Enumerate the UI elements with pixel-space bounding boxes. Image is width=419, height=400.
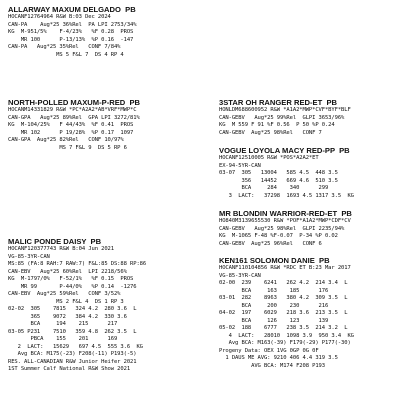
detail-line: Progeny Data: OEX 1VG 0GP 0G 0F: [219, 347, 319, 354]
detail-line: CAN-EBV Aug*25 59%Rel CONF 3/52%: [8, 291, 121, 297]
animal-name: NORTH-POLLED MAXUM-P-RED PB: [8, 98, 141, 107]
detail-line: EX-94-5YR-CAN: [219, 162, 261, 169]
pedigree-entry-vogue: [219, 146, 354, 200]
detail-line: MS:85 (FA:8 RAH:7 RAW:7) F&L:85 DS:88 RP:86: [8, 261, 147, 267]
detail-line: CAN-GEBV Aug*25 98%Rel CONF 7: [219, 129, 322, 136]
detail-line: 02-02 305 7815 324 4.2 280 3.6 L: [8, 306, 137, 312]
detail-line: 03-05 P231 7510 359 4.8 262 3.5 L: [8, 328, 137, 335]
detail-line: Avg BCA: M175(-23) F208(-11) P193(-5): [8, 351, 137, 357]
detail-line: BCA 194 215 217: [8, 321, 118, 327]
pedigree-entry-allarway: [8, 5, 136, 59]
detail-line: VG-85-3YR-CAN: [219, 272, 261, 279]
animal-name: VOGUE LOYOLA MACY RED-PP PB: [219, 146, 350, 155]
detail-line: 3 LACT: 37298 1693 4.5 1317 3.5 KG: [219, 192, 354, 199]
detail-line: CAN-PA Aug*25 35%Rel CONF 7/84%: [8, 44, 121, 50]
detail-line: RES. ALL-CANADIAN R&W Junior Heifer 2021: [8, 358, 137, 365]
pedigree-entry-mr-blondin: [219, 209, 352, 248]
animal-name: 3STAR OH RANGER RED-ET PB: [219, 98, 337, 107]
detail-line: 2 LACT: 15629 697 4.5 555 3.6 KG: [8, 343, 143, 350]
pedigree-entry-ken161: [219, 256, 354, 370]
animal-name: ALLARWAY MAXUM DELGADO PB: [8, 5, 136, 14]
pedigree-entry-3star: [219, 98, 351, 137]
detail-line: VG-85-3YR-CAN: [8, 253, 50, 260]
detail-line: Avg BCA: M163(-39) F179(-29) P177(-30): [219, 340, 351, 346]
detail-line: KG M-1797/0% F-52/1% %F 0.15 PROS: [8, 276, 134, 282]
detail-line: HOCANF12764964 R&W B:03 Dec 2024: [8, 14, 111, 20]
detail-line: BCA 200 230 216: [219, 302, 329, 309]
detail-line: MR 99 P-44/0% %P 0.14 -1276: [8, 283, 137, 290]
detail-line: AVG BCA: M174 F208 P193: [219, 362, 325, 369]
detail-line: 05-02 188 6777 238 3.5 214 3.2 L: [219, 325, 348, 331]
detail-line: 356 14452 669 4.6 510 3.5: [219, 177, 338, 184]
pedigree-entry-north-polled: [8, 98, 140, 152]
detail-line: BCA 163 185 176: [219, 287, 329, 294]
pedigree-entry-malic: [8, 237, 146, 374]
detail-line: MS 5 F&L 7 DS 4 RP 4: [8, 51, 124, 58]
detail-line: CAN-GPA Aug*25 82%Rel CONF 10/97%: [8, 137, 124, 143]
detail-line: 4 LACT: 28010 1098 3.9 950 3.4 KG: [219, 332, 354, 339]
detail-line: HONLDM688600952 R&W *A1A2*MWP*CVF*BYF*BLF: [219, 107, 351, 113]
detail-line: HOCANF12510005 R&W *POS*A2A2*ET: [219, 155, 319, 161]
detail-line: MS 2 F&L 4 DS 1 RP 3: [8, 298, 124, 305]
detail-line: CAN-GPA Aug*25 89%Rel GPA LPI 3272/81%: [8, 114, 140, 121]
detail-line: 1ST Summer Calf National R&W Show 2021: [8, 366, 131, 372]
detail-line: PBCA 155 201 169: [8, 336, 118, 342]
animal-name: MR BLONDIN WARRIOR-RED-ET PB: [219, 209, 352, 218]
detail-line: 04-02 197 6029 218 3.6 213 3.5 L: [219, 310, 348, 316]
detail-line: KG M-1065 F-48 %F-0.07 P-34 %P 0.02: [219, 233, 338, 239]
detail-line: CAN-GEBV Aug*25 98%Rel GLPI 2235/94%: [219, 225, 345, 232]
detail-line: CAN-PA Aug*25 36%Rel PA LPI 2753/34%: [8, 21, 137, 28]
animal-name: MALIC PONDE DAISY PB: [8, 237, 102, 246]
detail-line: HOCANF110104856 R&W *RDC ET B:23 Mar 2017: [219, 265, 351, 271]
detail-line: BCA 126 123 139: [219, 317, 329, 324]
detail-line: CAN-EBV Aug*25 60%Rel LPI 2218/56%: [8, 268, 127, 275]
detail-line: HOCANF120377743 R&W B:04 Jun 2021: [8, 246, 114, 252]
detail-line: HO840M3139655530 R&W *POF*A1A2*MWP*CDF*CV: [219, 218, 351, 224]
detail-line: 03-07 305 13004 585 4.5 448 3.5: [219, 170, 338, 176]
detail-line: CAN-GEBV Aug*25 99%Rel GLPI 3653/96%: [219, 114, 345, 121]
detail-line: 03-01 282 8963 380 4.2 309 3.5 L: [219, 295, 348, 301]
detail-line: MS 7 F&L 9 DS 5 RP 6: [8, 144, 127, 151]
detail-line: 1 DAUS ME AVG: 9210 406 4.4 319 3.5: [219, 355, 338, 361]
detail-line: MR 102 P 19/28% %P 0.17 1097: [8, 129, 134, 136]
detail-line: CAN-GEBV Aug*25 96%Rel CONF 6: [219, 240, 322, 247]
detail-line: KG M-104/25% F 44/43% %F 0.41 PROS: [8, 122, 134, 128]
detail-line: HOCANM14331829 R&W *PC*A2A2*AB*VRF*MWP*C: [8, 107, 137, 113]
detail-line: KG M-951/5% F-4/23% %F 0.28 PROS: [8, 29, 134, 35]
detail-line: 365 9072 384 4.2 330 3.6: [8, 313, 127, 320]
detail-line: KG M 559 F 91 %F 0.56 P 50 %P 0.24: [219, 122, 335, 128]
detail-line: MR 100 P-13/13% %P 0.16 -147: [8, 36, 134, 43]
animal-name: KEN161 SOLOMON DANIE PB: [219, 256, 330, 265]
detail-line: 02-00 239 6241 262 4.2 214 3.4 L: [219, 280, 348, 286]
detail-line: BCA 284 340 299: [219, 185, 329, 191]
